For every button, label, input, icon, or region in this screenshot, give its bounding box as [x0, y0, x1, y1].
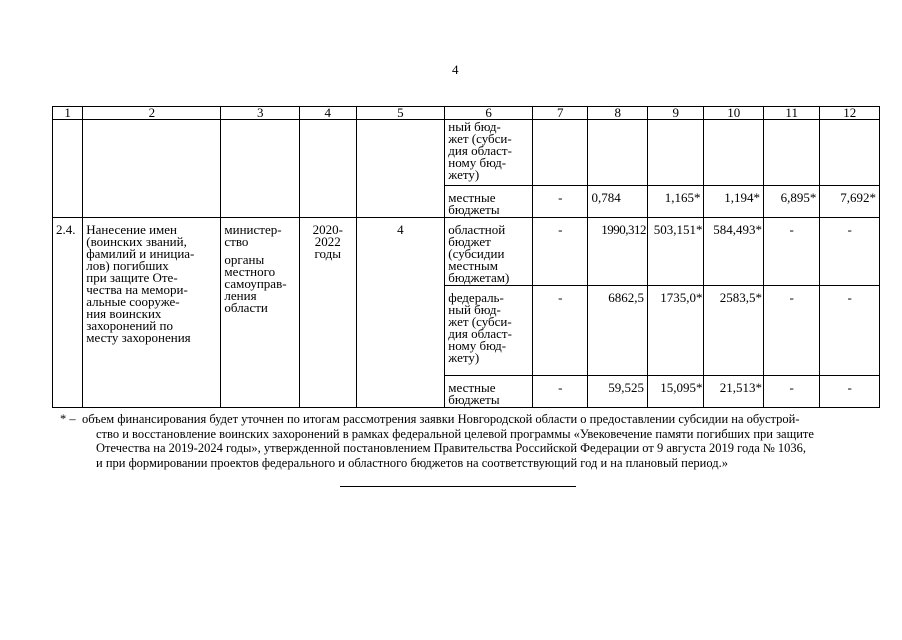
- header-cell: 5: [356, 107, 445, 120]
- cell-empty: [356, 120, 445, 218]
- page-number: 4: [452, 62, 459, 77]
- source-cell: местные бюджеты: [445, 186, 533, 218]
- value-cell: 503,151*: [647, 218, 703, 286]
- value-cell: 0,784: [588, 186, 648, 218]
- value-cell: 1,194*: [704, 186, 764, 218]
- header-cell: 9: [647, 107, 703, 120]
- value-cell: -: [533, 286, 588, 376]
- header-cell: 7: [533, 107, 588, 120]
- measure-name: Нанесение имен (воинских званий, фамилий и инициа- лов) погибших при защите Оте- чества на мемори- альные сооруже- ния воинских захоронений по месту захоронения: [83, 218, 221, 408]
- value-cell: -: [533, 376, 588, 408]
- row-number: 2.4.: [53, 218, 83, 408]
- footnote-line: * – объем финансирования будет уточнен по итогам рассмотрения заявки Новгородской области о предоставлении субсидии на обустрой-: [60, 412, 800, 426]
- footnote-line: Отечества на 2019-2024 годы», утвержденной постановлением Правительства Российской Федерации от 9 августа 2019 года № 1036,: [96, 441, 807, 455]
- value-cell: 21,513*: [704, 376, 764, 408]
- cell-empty: [588, 120, 648, 186]
- value-cell: 15,095*: [647, 376, 703, 408]
- value-cell: 1735,0*: [647, 286, 703, 376]
- header-cell: 1: [53, 107, 83, 120]
- value-cell: -: [533, 186, 588, 218]
- header-cell: 11: [763, 107, 819, 120]
- value-cell: 59,525: [588, 376, 648, 408]
- target-indicator: 4: [356, 218, 445, 408]
- divider-rule: [340, 486, 576, 487]
- source-cell: местные бюджеты: [445, 376, 533, 408]
- cell-empty: [820, 120, 880, 186]
- source-cell: федераль- ный бюд- жет (субси- дия област- ному бюд- жету): [445, 286, 533, 376]
- value-cell: 6,895*: [763, 186, 819, 218]
- source-cell: областной бюджет (субсидии местным бюджетам): [445, 218, 533, 286]
- financing-table: [52, 106, 880, 408]
- cell-empty: [763, 120, 819, 186]
- value-cell: -: [820, 376, 880, 408]
- table-row: [53, 120, 880, 186]
- value-cell: -: [533, 218, 588, 286]
- header-cell: 6: [445, 107, 533, 120]
- value-cell: 7,692*: [820, 186, 880, 218]
- header-row: [53, 107, 880, 120]
- cell-empty: [83, 120, 221, 218]
- header-cell: 4: [300, 107, 356, 120]
- value-cell: 2583,5*: [704, 286, 764, 376]
- footnote-line: ство и восстановление воинских захоронений в рамках федеральной целевой программы «Увековечение памяти погибших при защите: [96, 426, 814, 441]
- executor: министер- ство органы местного самоуправ- ления области: [221, 218, 300, 408]
- header-cell: 10: [704, 107, 764, 120]
- cell-empty: [221, 120, 300, 218]
- header-cell: 2: [83, 107, 221, 120]
- cell-empty: [533, 120, 588, 186]
- value-cell: -: [763, 218, 819, 286]
- period: 2020- 2022 годы: [300, 218, 356, 408]
- value-cell: 1,165*: [647, 186, 703, 218]
- header-cell: 3: [221, 107, 300, 120]
- value-cell: -: [820, 286, 880, 376]
- value-cell: 6862,5: [588, 286, 648, 376]
- value-cell: -: [763, 286, 819, 376]
- cell-empty: [704, 120, 764, 186]
- cell-empty: [53, 120, 83, 218]
- table-row: [53, 218, 880, 286]
- value-cell: 1990,312: [588, 218, 648, 286]
- footnote-marker: * –: [60, 412, 76, 426]
- header-cell: 12: [820, 107, 880, 120]
- value-cell: -: [763, 376, 819, 408]
- footnote-line: и при формировании проектов федерального и областного бюджетов на соответствующий год и на плановый период.»: [96, 455, 728, 470]
- value-cell: -: [820, 218, 880, 286]
- source-cell: ный бюд- жет (субси- дия област- ному бюд- жету): [445, 120, 533, 186]
- cell-empty: [647, 120, 703, 186]
- header-cell: 8: [588, 107, 648, 120]
- cell-empty: [300, 120, 356, 218]
- footnote: [60, 412, 860, 470]
- value-cell: 584,493*: [704, 218, 764, 286]
